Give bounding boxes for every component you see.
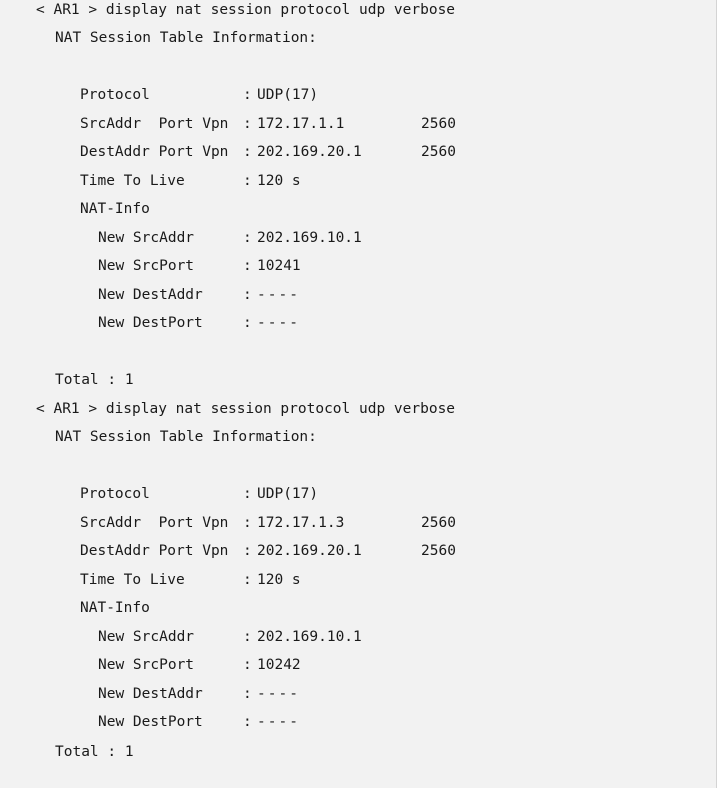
separator: : — [107, 372, 117, 388]
separator: : — [243, 686, 252, 702]
ttl-label: Time To Live — [80, 173, 185, 189]
new-src-addr-value: 202.169.10.1 — [257, 230, 362, 246]
dest-port-value: 2560 — [421, 144, 456, 160]
new-dest-port-value: ---- — [257, 714, 300, 730]
separator: : — [243, 486, 252, 502]
new-dest-port-label: New DestPort — [98, 714, 203, 730]
separator: : — [243, 629, 252, 645]
total-row — [55, 742, 134, 762]
ttl-value: 120 s — [257, 173, 301, 189]
new-dest-port-label: New DestPort — [98, 315, 203, 331]
command-line — [36, 0, 455, 20]
new-src-addr-label: New SrcAddr — [98, 629, 195, 645]
new-src-port-label: New SrcPort — [98, 657, 195, 673]
nat-info-heading: NAT-Info — [80, 201, 150, 217]
separator: : — [243, 515, 252, 531]
dest-row — [80, 142, 456, 162]
separator: : — [243, 116, 252, 132]
src-label: SrcAddr Port Vpn — [80, 515, 229, 531]
ttl-row — [80, 171, 301, 191]
command-text: < AR1 > display nat session protocol udp verbose — [36, 401, 456, 417]
ttl-label: Time To Live — [80, 572, 185, 588]
src-port-value: 2560 — [421, 116, 456, 132]
dest-row — [80, 541, 456, 561]
separator: : — [243, 657, 252, 673]
separator: : — [243, 287, 252, 303]
dest-label: DestAddr Port Vpn — [80, 543, 229, 559]
total-value: 1 — [124, 744, 134, 760]
dest-label: DestAddr Port Vpn — [80, 144, 229, 160]
src-row — [80, 513, 456, 533]
new-src-addr-label: New SrcAddr — [98, 230, 195, 246]
src-port-value: 2560 — [421, 515, 456, 531]
new-src-port-row — [98, 655, 301, 675]
command-line — [36, 399, 455, 419]
new-dest-addr-row — [98, 285, 300, 305]
new-dest-addr-value: ---- — [257, 686, 300, 702]
src-label: SrcAddr Port Vpn — [80, 116, 229, 132]
new-dest-port-row — [98, 712, 300, 732]
src-addr-value: 172.17.1.3 — [257, 515, 345, 531]
src-addr-value: 172.17.1.1 — [257, 116, 345, 132]
table-title: NAT Session Table Information: — [55, 429, 317, 445]
protocol-row — [80, 85, 318, 105]
protocol-value: UDP(17) — [257, 87, 319, 103]
separator: : — [243, 315, 252, 331]
dest-addr-value: 202.169.20.1 — [257, 144, 362, 160]
new-src-port-value: 10241 — [257, 258, 301, 274]
separator: : — [243, 572, 252, 588]
new-dest-addr-label: New DestAddr — [98, 287, 203, 303]
nat-info-heading: NAT-Info — [80, 600, 150, 616]
protocol-row — [80, 484, 318, 504]
new-dest-addr-row — [98, 684, 300, 704]
separator: : — [243, 230, 252, 246]
dest-port-value: 2560 — [421, 543, 456, 559]
new-src-addr-row — [98, 627, 362, 647]
new-dest-port-row — [98, 313, 300, 333]
separator: : — [243, 144, 252, 160]
separator: : — [243, 173, 252, 189]
protocol-label: Protocol — [80, 87, 150, 103]
separator: : — [243, 543, 252, 559]
new-src-port-value: 10242 — [257, 657, 301, 673]
table-title: NAT Session Table Information: — [55, 30, 317, 46]
total-label: Total — [55, 372, 99, 388]
new-src-port-row — [98, 256, 301, 276]
src-row — [80, 114, 456, 134]
dest-addr-value: 202.169.20.1 — [257, 543, 362, 559]
protocol-value: UDP(17) — [257, 486, 319, 502]
separator: : — [243, 258, 252, 274]
protocol-label: Protocol — [80, 486, 150, 502]
ttl-value: 120 s — [257, 572, 301, 588]
total-label: Total — [55, 744, 99, 760]
new-dest-port-value: ---- — [257, 315, 300, 331]
new-src-addr-value: 202.169.10.1 — [257, 629, 362, 645]
new-dest-addr-value: ---- — [257, 287, 300, 303]
total-value: 1 — [124, 372, 134, 388]
new-src-port-label: New SrcPort — [98, 258, 195, 274]
total-row — [55, 370, 134, 390]
separator: : — [107, 744, 117, 760]
separator: : — [243, 87, 252, 103]
ttl-row — [80, 570, 301, 590]
new-src-addr-row — [98, 228, 362, 248]
separator: : — [243, 714, 252, 730]
new-dest-addr-label: New DestAddr — [98, 686, 203, 702]
command-text: < AR1 > display nat session protocol udp verbose — [36, 2, 456, 18]
